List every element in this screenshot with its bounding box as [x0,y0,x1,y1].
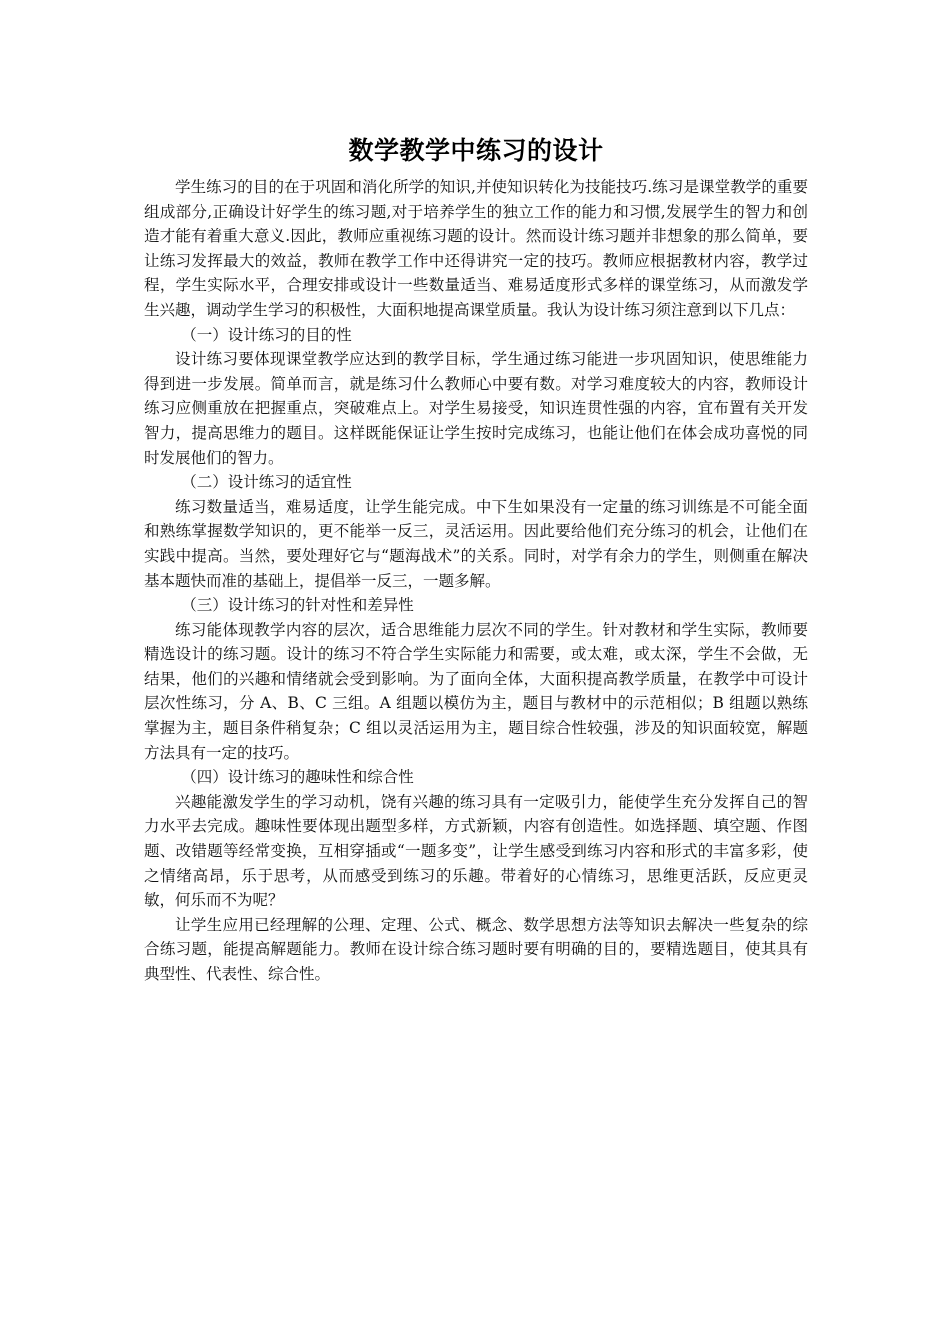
section-purpose [144,323,808,471]
section-paragraph: 设计练习要体现课堂教学应达到的教学目标，学生通过练习能进一步巩固知识，使思维能力得到进一步发展。简单而言，就是练习什么教师心中要有数。对学习难度较大的内容，教师设计练习应侧重放在把握重点，突破难点上。对学生易接受，知识连贯性强的内容，宜布置有关开发智力，提高思维力的题目。这样既能保证让学生按时完成练习，也能让他们在体会成功喜悦的同时发展他们的智力。 [144,350,808,467]
document-title: 数学教学中练习的设计 [348,136,604,165]
document-body [144,133,808,987]
section-paragraph: 让学生应用已经理解的公理、定理、公式、概念、数学思想方法等知识去解决一些复杂的综合练习题，能提高解题能力。教师在设计综合练习题时要有明确的目的，要精选题目，使其具有典型性、代表性、综合性。 [144,915,808,983]
section-interest [144,765,808,986]
section-paragraph: 练习能体现教学内容的层次，适合思维能力层次不同的学生。针对教材和学生实际，教师要精选设计的练习题。设计的练习不符合学生实际能力和需要，或太难，或太深，学生不会做，无结果，他们的兴趣和情绪就会受到影响。为了面向全体，大面积提高教学质量，在教学中可设计层次性练习，分 A、B、C 三组。A 组题以模仿为主，题目与教材中的示范相似；B 组题以熟练掌握为主，题目条件稍复杂；C 组以灵活运用为主，题目综合性较强，涉及的知识面较宽，解题方法具有一定的技巧。 [144,620,808,762]
section-heading: （一）设计练习的目的性 [181,325,352,344]
section-paragraph: 练习数量适当，难易适度，让学生能完成。中下生如果没有一定量的练习训练是不可能全面和熟练掌握数学知识的，更不能举一反三，灵活运用。因此要给他们充分练习的机会，让他们在实践中提高。当然，要处理好它与“题海战术”的关系。同时，对学有余力的学生，则侧重在解决基本题快而准的基础上，提倡举一反三，一题多解。 [144,497,808,590]
section-paragraph: 兴趣能激发学生的学习动机，饶有兴趣的练习具有一定吸引力，能使学生充分发挥自己的智力水平去完成。趣味性要体现出题型多样，方式新颖，内容有创造性。如选择题、填空题、作图题、改错题等经常变换，互相穿插或“一题多变”，让学生感受到练习内容和形式的丰富多彩，使之情绪高昂，乐于思考，从而感受到练习的乐趣。带着好的心情练习，思维更活跃，反应更灵敏，何乐而不为呢？ [144,792,808,910]
intro-paragraph: 学生练习的目的在于巩固和消化所学的知识,并使知识转化为技能技巧.练习是课堂教学的重要组成部分,正确设计好学生的练习题,对于培养学生的独立工作的能力和习惯,发展学生的智力和创造才能有着重大意义.因此，教师应重视练习题的设计。然而设计练习题并非想象的那么简单，要让练习发挥最大的效益，教师在教学工作中还得讲究一定的技巧。教师应根据教材内容，教学过程，学生实际水平，合理安排或设计一些数量适当、难易适度形式多样的课堂练习，从而激发学生兴趣，调动学生学习的积极性，大面积地提高课堂质量。我认为设计练习须注意到以下几点： [144,178,808,319]
section-heading: （四）设计练习的趣味性和综合性 [181,768,414,787]
section-heading: （二）设计练习的适宜性 [181,473,352,492]
section-pertinence [144,593,808,765]
section-suitability [144,470,808,593]
section-heading: （三）设计练习的针对性和差异性 [181,596,414,615]
